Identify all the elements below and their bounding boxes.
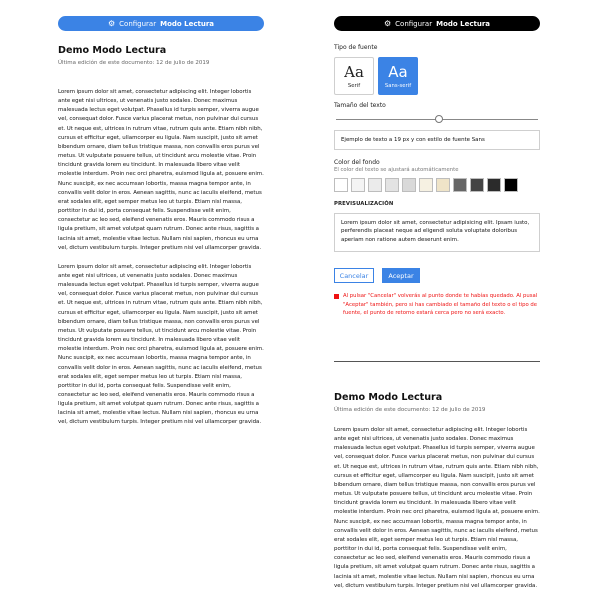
font-type-options (334, 57, 540, 95)
document-paragraph: Lorem ipsum dolor sit amet, consectetur adipiscing elit. Integer lobortis ante eget nisi ultrices, ut venenatis justo sodales. Donec maximus malesuada lectus eget volutpat. Phasellus id turpis semper, viverra augue vel, consequat dolor. Fusce varius placerat metus, non pulvinar dui cursus et. Ut neque est, ultrices in rutrum vitae, rutrum quis ante. Etiam nibh nibh, cursus et efficitur eget, ullamcorper eu ligula. Nam suscipit, justo sit amet bibendum ornare, diam tellus tristique massa, non convallis eros purus vel metus. Ut vulputate posuere tellus, ut tincidunt arcu molestie vitae. Proin tincidunt gravida lorem eu tincidunt. In malesuada libero vitae velit molestie interdum. Proin nec orci pharetra, euismod ligula at, posuere enim. Nunc suscipit, ex nec accumsan lobortis, massa magna tempor ante, in convallis velit dolor in eros. Aenean sagittis, nunc ac iaculis eleifend, metus erat sodales elit, eget semper metus leo ut turpis. Etiam nisl massa, porttitor in dui id, porta consequat felis. Suspendisse velit enim, consectetur ac leo sed, eleifend venenatis eros. Mauris commodo risus a ligula pretium, sit amet volutpat quam rutrum. Donec ante risus, sagittis a lacinia sit amet, molestie vitae lectus. Nullam nisi sapien, rhoncus eu urna vel, dictum vestibulum turpis. Integer pretium nisi vel ullamcorper gravida. (58, 89, 264, 251)
font-glyph: Aa (388, 62, 408, 81)
return-point-warning (334, 292, 540, 318)
bg-color-swatch[interactable] (351, 178, 365, 192)
config-button-prefix: Configurar (119, 19, 157, 28)
slider-thumb[interactable] (435, 115, 443, 123)
warning-text: Al pulsar "Cancelar" volverás al punto donde te habías quedado. Al pusal "Aceptar" también, pero si has cambiado el tamaño del texto o el tipo de fuente, el punto de retorno estará cerca pero no será exacto. (343, 293, 538, 317)
bg-color-swatch[interactable] (368, 178, 382, 192)
font-option-serif[interactable] (334, 57, 374, 95)
font-option-sans-serif[interactable] (378, 57, 418, 95)
font-glyph: Aa (344, 62, 364, 81)
document-paragraph: Lorem ipsum dolor sit amet, consectetur adipiscing elit. Integer lobortis ante eget nisi ultrices, ut venenatis justo sodales. Donec maximus malesuada lectus eget volutpat. Phasellus id turpis semper, viverra augue vel, consequat dolor. Fusce varius placerat metus, non pulvinar dui cursus et. Ut neque est, ultrices in rutrum vitae, rutrum quis ante. Etiam nibh nibh, cursus et efficitur eget, ullamcorper eu ligula. Nam suscipit, justo sit amet bibendum ornare, diam tellus tristique massa, non convallis eros purus vel metus. Ut vulputate posuere tellus, ut tincidunt arcu molestie vitae. Proin tincidunt gravida lorem eu tincidunt. In malesuada libero vitae velit molestie interdum. Proin nec orci pharetra, euismod ligula at, posuere enim. Nunc suscipit, ex nec accumsan lobortis, massa magna tempor ante, in convallis velit dolor in eros. Aenean sagittis, nunc ac iaculis eleifend, metus erat sodales elit, eget semper metus leo ut turpis. Etiam nisl massa, porttitor in dui id, porta consequat felis. Suspendisse velit enim, consectetur ac leo sed, eleifend venenatis eros. Mauris commodo risus a ligula pretium, sit amet volutpat quam rutrum. Donec ante risus, sagittis a lacinia sit amet, molestie vitae lectus. Nullam nisi sapien, rhoncus eu urna vel, dictum vestibulum turpis. Integer pretium nisi vel ullamcorper gravida. (334, 427, 540, 589)
sample-text: Ejemplo de texto a 19 px y con estilo de fuente Sans (341, 137, 485, 143)
bg-color-swatch[interactable] (385, 178, 399, 192)
bg-color-swatch[interactable] (470, 178, 484, 192)
font-name: Sans-serif (384, 82, 412, 89)
preview-text: Lorem ipsum dolor sit amet, consectetur adipisicing elit. Ipsam iusto, perferendis placeat neque ad eligendi soluta voluptate doloribus aperiam non ratione autem deserunt enim. (341, 220, 530, 243)
bg-color-swatch[interactable] (504, 178, 518, 192)
bg-color-swatch[interactable] (402, 178, 416, 192)
divider (334, 361, 540, 362)
bg-color-swatch[interactable] (419, 178, 433, 192)
reading-document-pane (58, 16, 264, 459)
font-name: Serif (347, 82, 361, 89)
font-type-label: Tipo de fuente (334, 44, 378, 51)
reading-settings-pane (334, 16, 540, 589)
bg-color-swatch[interactable] (436, 178, 450, 192)
text-size-label: Tamaño del texto (334, 102, 386, 109)
document-paragraph: Lorem ipsum dolor sit amet, consectetur adipiscing elit. Integer lobortis ante eget nisi ultrices, ut venenatis justo sodales. Donec maximus malesuada lectus eget volutpat. Phasellus id turpis semper, viverra augue vel, consequat dolor. Fusce varius placerat metus, non pulvinar dui cursus et. Ut neque est, ultrices in rutrum vitae, rutrum quis ante. Etiam nibh nibh, cursus et efficitur eget, ullamcorper eu ligula. Nam suscipit, justo sit amet bibendum ornare, diam tellus tristique massa, non convallis eros purus vel metus. Ut vulputate posuere tellus, ut tincidunt arcu molestie vitae. Proin tincidunt gravida lorem eu tincidunt. In malesuada libero vitae velit molestie interdum. Proin nec orci pharetra, euismod ligula at, posuere enim. Nunc suscipit, ex nec accumsan lobortis, massa magna tempor ante, in convallis velit dolor in eros. Aenean sagittis, nunc ac iaculis eleifend, metus erat sodales elit, eget semper metus leo ut turpis. Etiam nisl massa, porttitor in dui id, porta consequat felis. Suspendisse velit enim, consectetur ac leo sed, eleifend venenatis eros. Mauris commodo risus a ligula pretium, sit amet volutpat quam rutrum. Donec ante risus, sagittis a lacinia sit amet, molestie vitae lectus. Nullam nisi sapien, rhoncus eu urna vel, dictum vestibulum turpis. Integer pretium nisi vel ullamcorper gravida. (58, 263, 264, 426)
document-title: Demo Modo Lectura (334, 392, 443, 403)
config-button-prefix: Configurar (395, 19, 433, 28)
preview-document (334, 392, 540, 591)
accept-button[interactable]: Aceptar (382, 268, 420, 283)
gear-icon: ⚙ (383, 18, 392, 28)
configure-reading-mode-button[interactable] (58, 16, 264, 31)
config-button-strong: Modo Lectura (160, 19, 215, 28)
configure-reading-mode-button-active[interactable] (334, 16, 540, 31)
warning-square-icon (334, 294, 339, 299)
cancel-button[interactable]: Cancelar (334, 268, 374, 283)
document-title: Demo Modo Lectura (58, 45, 167, 56)
gear-icon: ⚙ (107, 18, 116, 28)
bg-color-swatches (334, 178, 540, 192)
preview-label: PREVISUALIZACIÓN (334, 201, 394, 207)
document-date: Última edición de este documento: 12 de julio de 2019 (58, 60, 210, 66)
text-size-slider[interactable] (334, 115, 540, 124)
sample-text-box (334, 130, 540, 150)
bg-color-swatch[interactable] (453, 178, 467, 192)
bg-color-swatch[interactable] (487, 178, 501, 192)
config-button-strong: Modo Lectura (436, 19, 491, 28)
bg-color-swatch[interactable] (334, 178, 348, 192)
preview-box (334, 213, 540, 252)
document-date: Última edición de este documento: 12 de julio de 2019 (334, 407, 486, 413)
bg-color-label: Color del fondo (334, 159, 380, 166)
action-buttons (334, 268, 540, 283)
bg-color-sublabel: El color del texto se ajustará automáticamente (334, 167, 459, 173)
